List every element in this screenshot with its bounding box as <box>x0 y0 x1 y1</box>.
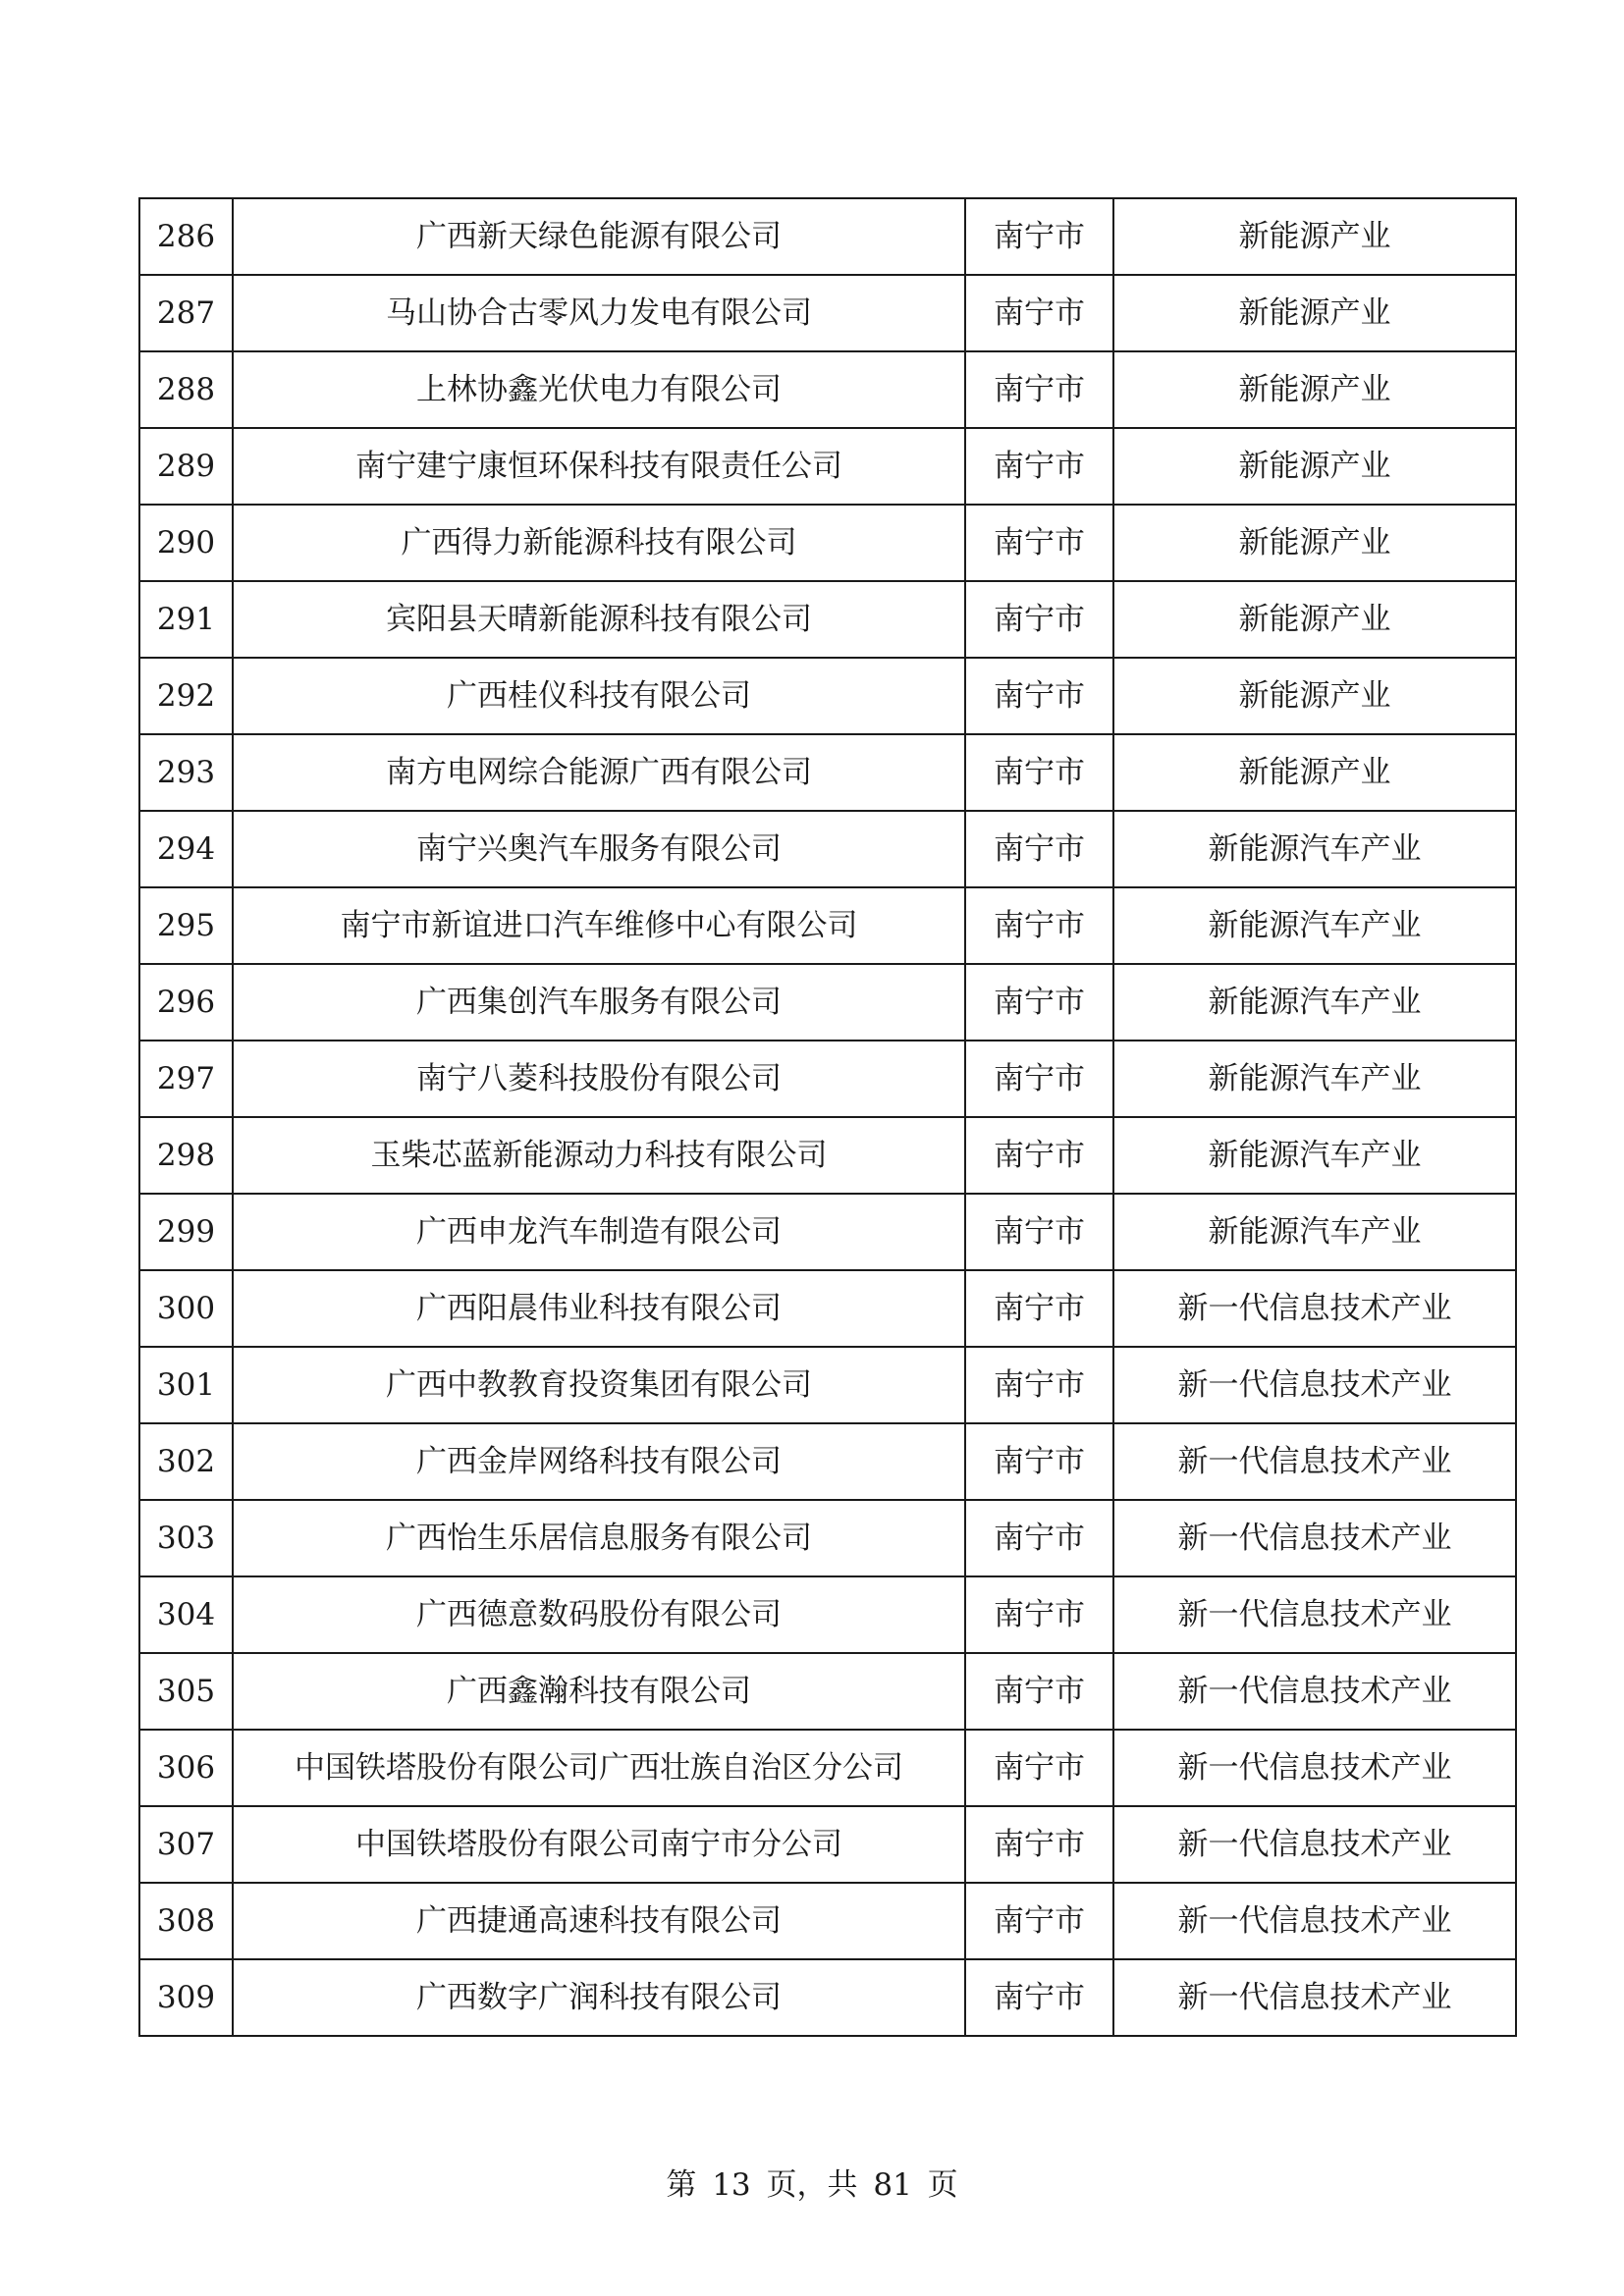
page-number-footer: 第 13 页，共 81 页 <box>666 2167 958 2203</box>
row-number-cell: 307 <box>139 1806 233 1883</box>
industry-cell: 新能源汽车产业 <box>1113 1041 1516 1117</box>
industry-cell: 新能源汽车产业 <box>1113 1117 1516 1194</box>
city-cell: 南宁市 <box>965 505 1113 581</box>
row-number-cell: 296 <box>139 964 233 1041</box>
company-name-cell: 玉柴芯蓝新能源动力科技有限公司 <box>233 1117 965 1194</box>
table-body <box>139 198 1516 2036</box>
industry-cell: 新一代信息技术产业 <box>1113 1347 1516 1423</box>
table-row <box>139 1806 1516 1883</box>
company-name-cell: 广西鑫瀚科技有限公司 <box>233 1653 965 1730</box>
row-number-cell: 289 <box>139 428 233 505</box>
table-row <box>139 1500 1516 1576</box>
industry-cell: 新能源汽车产业 <box>1113 964 1516 1041</box>
city-cell: 南宁市 <box>965 1730 1113 1806</box>
table-row <box>139 1653 1516 1730</box>
table-row <box>139 1730 1516 1806</box>
industry-cell: 新能源汽车产业 <box>1113 811 1516 887</box>
table-row <box>139 1117 1516 1194</box>
company-name-cell: 广西阳晨伟业科技有限公司 <box>233 1270 965 1347</box>
city-cell: 南宁市 <box>965 1041 1113 1117</box>
city-cell: 南宁市 <box>965 198 1113 275</box>
city-cell: 南宁市 <box>965 351 1113 428</box>
row-number-cell: 302 <box>139 1423 233 1500</box>
row-number-cell: 290 <box>139 505 233 581</box>
row-number-cell: 287 <box>139 275 233 351</box>
table-row <box>139 1194 1516 1270</box>
company-name-cell: 中国铁塔股份有限公司南宁市分公司 <box>233 1806 965 1883</box>
industry-cell: 新能源汽车产业 <box>1113 887 1516 964</box>
table-row <box>139 658 1516 734</box>
row-number-cell: 295 <box>139 887 233 964</box>
industry-cell: 新一代信息技术产业 <box>1113 1959 1516 2036</box>
row-number-cell: 293 <box>139 734 233 811</box>
industry-cell: 新能源汽车产业 <box>1113 1194 1516 1270</box>
company-name-cell: 广西数字广润科技有限公司 <box>233 1959 965 2036</box>
city-cell: 南宁市 <box>965 1423 1113 1500</box>
row-number-cell: 299 <box>139 1194 233 1270</box>
city-cell: 南宁市 <box>965 887 1113 964</box>
city-cell: 南宁市 <box>965 658 1113 734</box>
industry-cell: 新一代信息技术产业 <box>1113 1730 1516 1806</box>
industry-cell: 新能源产业 <box>1113 351 1516 428</box>
company-name-cell: 广西捷通高速科技有限公司 <box>233 1883 965 1959</box>
city-cell: 南宁市 <box>965 581 1113 658</box>
company-name-cell: 南宁市新谊进口汽车维修中心有限公司 <box>233 887 965 964</box>
table-row <box>139 964 1516 1041</box>
industry-cell: 新一代信息技术产业 <box>1113 1576 1516 1653</box>
industry-cell: 新一代信息技术产业 <box>1113 1500 1516 1576</box>
table-row <box>139 1270 1516 1347</box>
company-name-cell: 广西金岸网络科技有限公司 <box>233 1423 965 1500</box>
city-cell: 南宁市 <box>965 1883 1113 1959</box>
industry-cell: 新能源产业 <box>1113 428 1516 505</box>
industry-cell: 新能源产业 <box>1113 275 1516 351</box>
company-name-cell: 南宁兴奥汽车服务有限公司 <box>233 811 965 887</box>
table-row <box>139 1347 1516 1423</box>
table-row <box>139 351 1516 428</box>
table-row <box>139 734 1516 811</box>
table-row <box>139 1576 1516 1653</box>
table-row <box>139 1883 1516 1959</box>
row-number-cell: 304 <box>139 1576 233 1653</box>
city-cell: 南宁市 <box>965 964 1113 1041</box>
table-row <box>139 1041 1516 1117</box>
row-number-cell: 301 <box>139 1347 233 1423</box>
company-name-cell: 广西集创汽车服务有限公司 <box>233 964 965 1041</box>
row-number-cell: 303 <box>139 1500 233 1576</box>
company-name-cell: 马山协合古零风力发电有限公司 <box>233 275 965 351</box>
row-number-cell: 291 <box>139 581 233 658</box>
city-cell: 南宁市 <box>965 1194 1113 1270</box>
industry-cell: 新能源产业 <box>1113 505 1516 581</box>
table-row <box>139 1423 1516 1500</box>
table-row <box>139 887 1516 964</box>
company-list-table <box>138 197 1517 2037</box>
row-number-cell: 309 <box>139 1959 233 2036</box>
table-row <box>139 275 1516 351</box>
row-number-cell: 305 <box>139 1653 233 1730</box>
industry-cell: 新一代信息技术产业 <box>1113 1883 1516 1959</box>
row-number-cell: 294 <box>139 811 233 887</box>
industry-cell: 新一代信息技术产业 <box>1113 1806 1516 1883</box>
company-name-cell: 南宁建宁康恒环保科技有限责任公司 <box>233 428 965 505</box>
company-name-cell: 广西得力新能源科技有限公司 <box>233 505 965 581</box>
row-number-cell: 306 <box>139 1730 233 1806</box>
table-row <box>139 428 1516 505</box>
city-cell: 南宁市 <box>965 1959 1113 2036</box>
company-name-cell: 广西中教教育投资集团有限公司 <box>233 1347 965 1423</box>
company-name-cell: 南方电网综合能源广西有限公司 <box>233 734 965 811</box>
industry-cell: 新能源产业 <box>1113 581 1516 658</box>
city-cell: 南宁市 <box>965 1347 1113 1423</box>
city-cell: 南宁市 <box>965 811 1113 887</box>
row-number-cell: 292 <box>139 658 233 734</box>
table-row <box>139 811 1516 887</box>
company-name-cell: 广西新天绿色能源有限公司 <box>233 198 965 275</box>
table-row <box>139 1959 1516 2036</box>
row-number-cell: 308 <box>139 1883 233 1959</box>
company-name-cell: 广西桂仪科技有限公司 <box>233 658 965 734</box>
table-row <box>139 505 1516 581</box>
city-cell: 南宁市 <box>965 1270 1113 1347</box>
city-cell: 南宁市 <box>965 428 1113 505</box>
industry-cell: 新能源产业 <box>1113 198 1516 275</box>
company-name-cell: 广西怡生乐居信息服务有限公司 <box>233 1500 965 1576</box>
city-cell: 南宁市 <box>965 1806 1113 1883</box>
city-cell: 南宁市 <box>965 1500 1113 1576</box>
row-number-cell: 288 <box>139 351 233 428</box>
table-row <box>139 198 1516 275</box>
row-number-cell: 300 <box>139 1270 233 1347</box>
table-row <box>139 581 1516 658</box>
row-number-cell: 286 <box>139 198 233 275</box>
industry-cell: 新一代信息技术产业 <box>1113 1423 1516 1500</box>
industry-cell: 新一代信息技术产业 <box>1113 1653 1516 1730</box>
city-cell: 南宁市 <box>965 1576 1113 1653</box>
city-cell: 南宁市 <box>965 1117 1113 1194</box>
industry-cell: 新能源产业 <box>1113 658 1516 734</box>
company-name-cell: 南宁八菱科技股份有限公司 <box>233 1041 965 1117</box>
company-name-cell: 中国铁塔股份有限公司广西壮族自治区分公司 <box>233 1730 965 1806</box>
company-name-cell: 广西德意数码股份有限公司 <box>233 1576 965 1653</box>
company-name-cell: 广西申龙汽车制造有限公司 <box>233 1194 965 1270</box>
company-name-cell: 上林协鑫光伏电力有限公司 <box>233 351 965 428</box>
city-cell: 南宁市 <box>965 275 1113 351</box>
city-cell: 南宁市 <box>965 734 1113 811</box>
row-number-cell: 297 <box>139 1041 233 1117</box>
industry-cell: 新能源产业 <box>1113 734 1516 811</box>
city-cell: 南宁市 <box>965 1653 1113 1730</box>
company-name-cell: 宾阳县天晴新能源科技有限公司 <box>233 581 965 658</box>
row-number-cell: 298 <box>139 1117 233 1194</box>
industry-cell: 新一代信息技术产业 <box>1113 1270 1516 1347</box>
